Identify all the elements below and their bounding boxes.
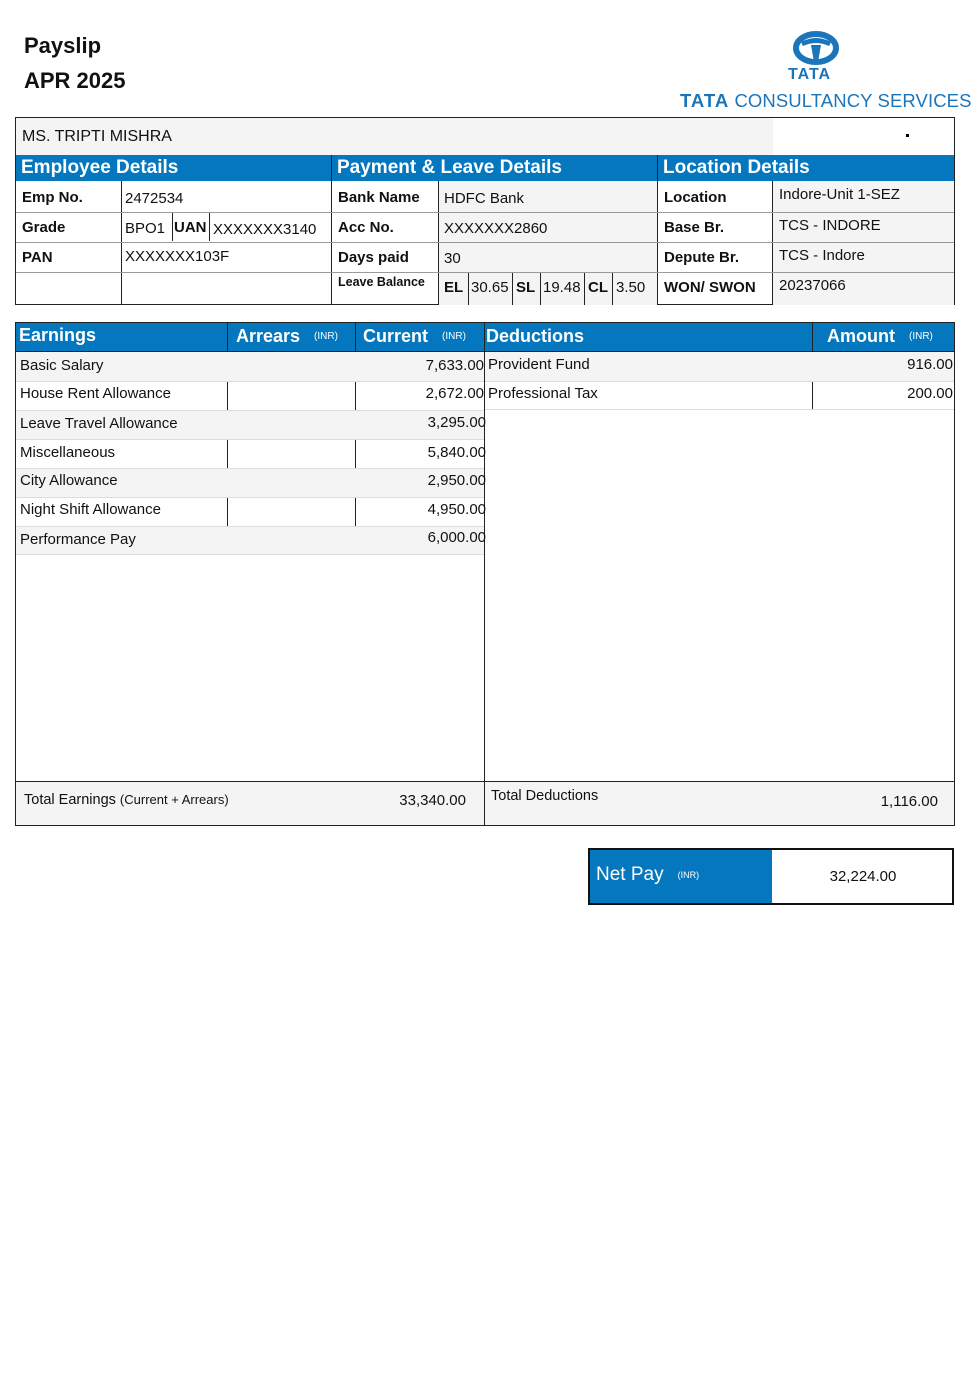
- acc-no-value: XXXXXXX2860: [444, 220, 548, 237]
- row-divider: [16, 410, 484, 411]
- earning-label: Night Shift Allowance: [20, 501, 161, 518]
- divider: [468, 273, 469, 305]
- row-divider: [485, 381, 954, 382]
- total-deductions-label: Total Deductions: [491, 788, 599, 804]
- divider: [438, 181, 439, 305]
- deduction-label: Professional Tax: [488, 385, 598, 402]
- marker-dot: [906, 134, 909, 137]
- grade-value: BPO1: [125, 220, 166, 237]
- pan-label: PAN: [22, 249, 53, 266]
- logo-tata-text: TATA: [788, 66, 832, 83]
- employee-info-panel: [15, 117, 955, 305]
- row-divider: [16, 439, 484, 440]
- pan-value: XXXXXXX103F: [125, 248, 230, 265]
- deduction-label: Provident Fund: [488, 356, 590, 373]
- net-pay-label: Net Pay (INR): [590, 850, 772, 903]
- deductions-header: Deductions: [485, 323, 812, 351]
- depute-br-label: Depute Br.: [664, 249, 740, 266]
- row-divider: [16, 554, 484, 555]
- divider: [484, 323, 485, 825]
- el-value: 30.65: [471, 279, 509, 296]
- current-header: Current (INR): [356, 323, 484, 351]
- row-divider: [16, 272, 954, 273]
- earning-current: 7,633.00: [425, 357, 484, 374]
- base-br-label: Base Br.: [664, 219, 725, 236]
- earnings-header: Earnings: [16, 323, 227, 351]
- days-paid-label: Days paid: [338, 249, 409, 266]
- divider: [121, 181, 122, 305]
- divider: [172, 213, 173, 241]
- uan-value: XXXXXXX3140: [213, 221, 317, 238]
- divider: [209, 213, 210, 241]
- row-divider: [16, 497, 484, 498]
- earning-label: Basic Salary: [20, 357, 104, 374]
- tata-emblem-icon: [680, 30, 955, 66]
- divider: [584, 273, 585, 305]
- net-pay-box: [588, 848, 954, 905]
- depute-br-value: TCS - Indore: [779, 247, 865, 264]
- base-br-value: TCS - INDORE: [779, 217, 881, 234]
- earnings-deductions-panel: [15, 322, 955, 826]
- name-bar: [16, 118, 773, 155]
- won-value: 20237066: [779, 277, 846, 294]
- uan-label: UAN: [174, 219, 207, 236]
- logo-brand-text: TATA CONSULTANCY SERVICES: [680, 90, 972, 111]
- earning-current: 3,295.00: [427, 414, 486, 431]
- emp-no-value: 2472534: [125, 190, 184, 207]
- divider: [540, 273, 541, 305]
- section-payment-leave-details: Payment & Leave Details: [332, 155, 657, 181]
- earning-label: Performance Pay: [20, 531, 136, 548]
- divider: [772, 181, 773, 305]
- row-divider: [16, 468, 484, 469]
- bank-name-label: Bank Name: [338, 189, 420, 206]
- cl-label: CL: [588, 279, 608, 296]
- tcs-logo: [680, 30, 972, 115]
- sl-value: 19.48: [543, 279, 581, 296]
- divider: [512, 273, 513, 305]
- days-paid-value: 30: [444, 250, 461, 267]
- earning-label: Leave Travel Allowance: [20, 415, 178, 432]
- won-label: WON/ SWON: [664, 279, 756, 296]
- net-pay-value: 32,224.00: [829, 868, 897, 885]
- section-employee-details: Employee Details: [16, 155, 331, 181]
- total-deductions-value: 1,116.00: [880, 793, 938, 810]
- divider: [612, 273, 613, 305]
- total-earnings-value: 33,340.00: [399, 792, 466, 809]
- divider: [657, 155, 658, 305]
- arrears-header: Arrears (INR): [228, 323, 355, 351]
- earning-label: City Allowance: [20, 472, 118, 489]
- earning-current: 4,950.00: [427, 501, 486, 518]
- total-earnings-label: Total Earnings (Current + Arrears): [24, 792, 229, 808]
- leave-balance-label: Leave Balance: [338, 275, 425, 289]
- earning-current: 6,000.00: [427, 529, 486, 546]
- row-divider: [16, 526, 484, 527]
- emp-no-label: Emp No.: [22, 189, 83, 206]
- earning-current: 2,672.00: [425, 385, 484, 402]
- location-value: Indore-Unit 1-SEZ: [779, 186, 900, 203]
- sl-label: SL: [516, 279, 536, 296]
- earning-current: 5,840.00: [427, 444, 486, 461]
- grade-label: Grade: [22, 219, 66, 236]
- el-label: EL: [444, 279, 464, 296]
- employee-name: MS. TRIPTI MISHRA: [22, 128, 172, 145]
- cl-value: 3.50: [616, 279, 646, 296]
- section-location-details: Location Details: [658, 155, 954, 181]
- deduction-amount: 200.00: [907, 385, 953, 402]
- row-divider: [16, 212, 954, 213]
- amount-header: Amount (INR): [813, 323, 954, 351]
- earning-label: House Rent Allowance: [20, 385, 171, 402]
- bank-name-value: HDFC Bank: [444, 190, 525, 207]
- page-title: Payslip: [24, 33, 102, 58]
- row-divider: [485, 409, 954, 410]
- pay-period: APR 2025: [24, 68, 126, 93]
- row-divider: [16, 242, 954, 243]
- earning-label: Miscellaneous: [20, 444, 116, 461]
- acc-no-label: Acc No.: [338, 219, 394, 236]
- location-label: Location: [664, 189, 727, 206]
- row-divider: [16, 381, 484, 382]
- deduction-amount: 916.00: [907, 356, 953, 373]
- divider: [331, 155, 332, 305]
- earning-current: 2,950.00: [427, 472, 486, 489]
